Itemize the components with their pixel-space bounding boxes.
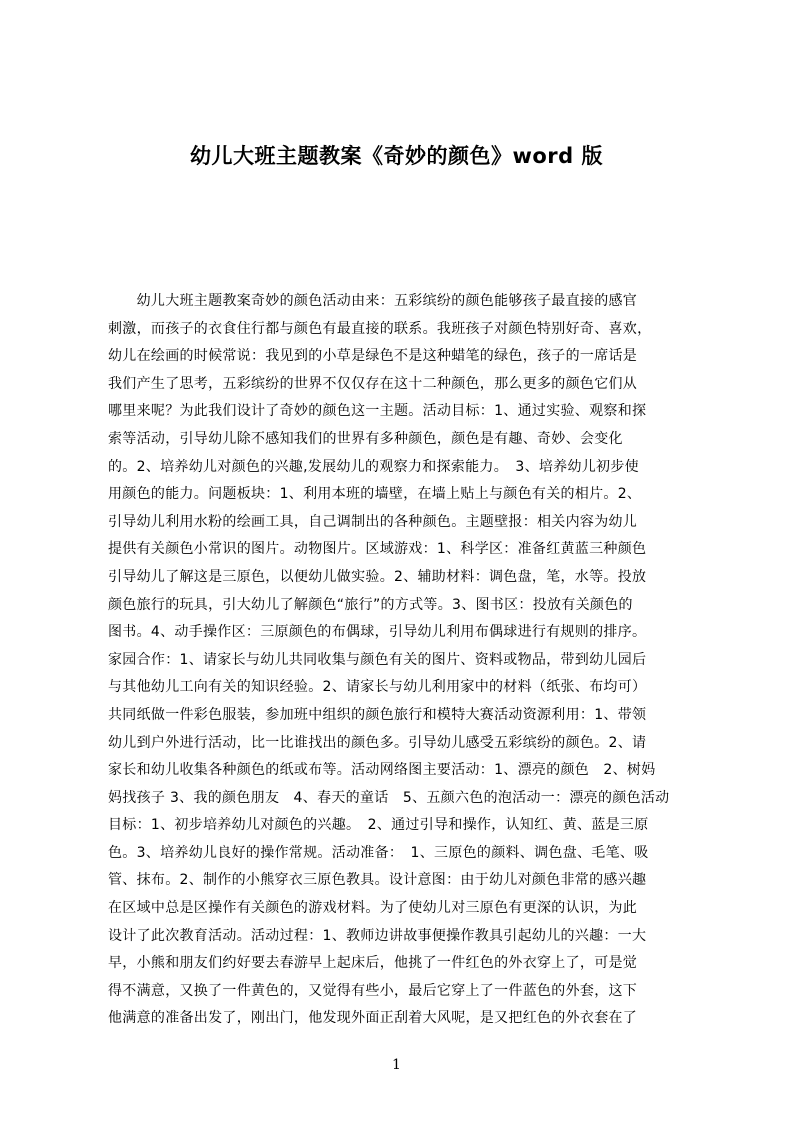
body-line: 幼儿大班主题教案奇妙的颜色活动由来：五彩缤纷的颜色能够孩子最直接的感官 [108,293,638,309]
body-line: 早，小熊和朋友们约好要去春游早上起床后，他挑了一件红色的外衣穿上了，可是觉 [108,955,638,972]
body-line: 索等活动，引导幼儿除不感知我们的世界有多种颜色，颜色是有趣、奇妙、会变化 [108,430,623,447]
document-body [108,288,698,1027]
body-line: 图书。4、动手操作区：三原颜色的布偶球，引导幼儿利用布偶球进行有规则的排序。 [108,624,647,641]
body-line: 管、抹布。2、制作的小熊穿衣三原色教具。设计意图：由于幼儿对颜色非常的感兴趣 [108,872,647,889]
body-line: 幼儿到户外进行活动，比一比谁找出的颜色多。引导幼儿感受五彩缤纷的颜色。2、请 [108,734,647,751]
body-line: 得不满意，又换了一件黄色的，又觉得有些小，最后它穿上了一件蓝色的外套，这下 [108,982,638,999]
body-line: 目标：1、初步培养幼儿对颜色的兴趣。 2、通过引导和操作，认知红、黄、蓝是三原 [108,817,649,834]
document-title: 幼儿大班主题教案《奇妙的颜色》word 版 [189,144,604,168]
body-line: 我们产生了思考，五彩缤纷的世界不仅仅存在这十二种颜色，那么更多的颜色它们从 [108,375,638,392]
body-line: 颜色旅行的玩具，引大幼儿了解颜色“旅行”的方式等。3、图书区：投放有关颜色的 [108,596,633,613]
body-line: 与其他幼儿工向有关的知识经验。2、请家长与幼儿利用家中的材料（纸张、布均可） [108,679,647,696]
body-line: 色。3、培养幼儿良好的操作常规。活动准备： 1、三原色的颜料、调色盘、毛笔、吸 [108,844,649,861]
body-line: 哪里来呢？为此我们设计了奇妙的颜色这一主题。活动目标：1、通过实验、观察和探 [108,403,647,420]
body-line: 提供有关颜色小常识的图片。动物图片。区域游戏：1、科学区：准备红黄蓝三种颜色 [108,541,647,558]
body-line: 引导幼儿了解这是三原色，以便幼儿做实验。2、辅助材料：调色盘，笔，水等。投放 [108,568,647,585]
body-line: 妈找孩子 3、我的颜色朋友 4、春天的童话 5、五颜六色的泡活动一：漂亮的颜色活动 [108,789,670,806]
body-line: 引导幼儿利用水粉的绘画工具，自己调制出的各种颜色。主题壁报：相关内容为幼儿 [108,513,638,530]
body-line: 家长和幼儿收集各种颜色的纸或布等。活动网络图主要活动：1、漂亮的颜色 2、树妈 [108,762,656,779]
body-line: 家园合作：1、请家长与幼儿共同收集与颜色有关的图片、资料或物品，带到幼儿园后 [108,651,647,668]
body-line: 用颜色的能力。问题板块：1、利用本班的墙壁，在墙上贴上与颜色有关的相片。2、 [108,486,642,503]
body-line: 刺激，而孩子的衣食住行都与颜色有最直接的联系。我班孩子对颜色特别好奇、喜欢， [108,320,652,337]
page-number: 1 [392,1057,401,1073]
body-line: 共同纸做一件彩色服装，参加班中组织的颜色旅行和模特大赛活动资源利用：1、带领 [108,706,647,723]
body-line: 在区域中总是区操作有关颜色的游戏材料。为了使幼儿对三原色有更深的认识，为此 [108,900,638,917]
body-line: 幼儿在绘画的时候常说：我见到的小草是绿色不是这种蜡笔的绿色，孩子的一席话是 [108,348,638,365]
body-line: 的。2、培养幼儿对颜色的兴趣,发展幼儿的观察力和探索能力。 3、培养幼儿初步使 [108,458,639,475]
body-line: 设计了此次教育活动。活动过程：1、教师边讲故事便操作教具引起幼儿的兴趣：一大 [108,927,647,944]
body-line: 他满意的准备出发了，刚出门，他发现外面正刮着大风呢，是又把红色的外衣套在了 [108,1010,638,1027]
